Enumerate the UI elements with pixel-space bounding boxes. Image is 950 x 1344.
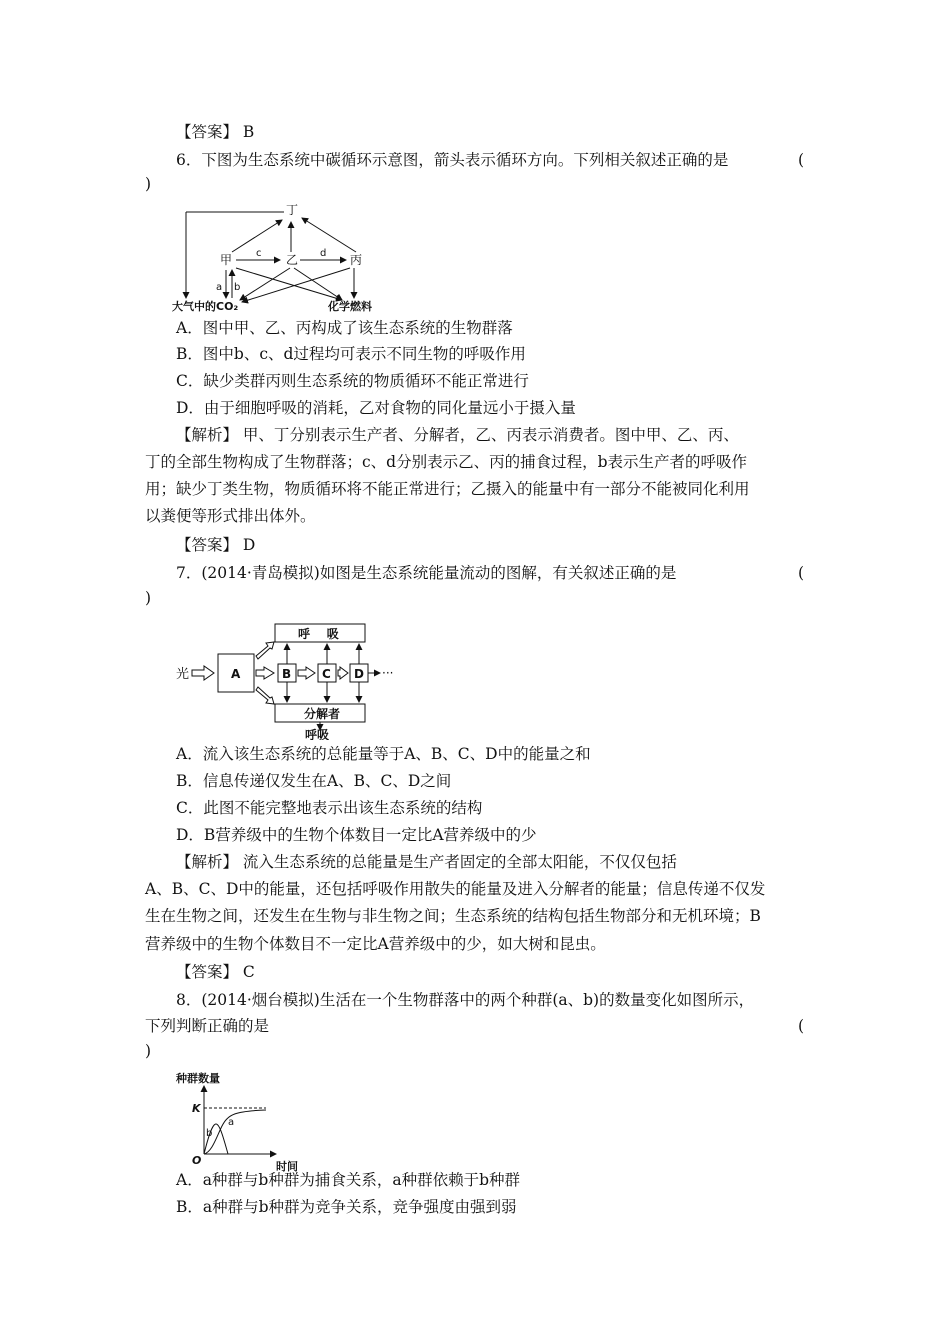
q6-option-c: C．缺少类群丙则生态系统的物质循环不能正常进行 <box>176 372 529 390</box>
q7-analysis-line-2: A、B、C、D中的能量，还包括呼吸作用散失的能量及进入分解者的能量；信息传递不仅发 <box>145 880 766 898</box>
label-a: a <box>216 282 223 293</box>
answer-paren-close-q8: ) <box>145 1042 152 1060</box>
answer-paren-open-q6: ( <box>798 151 805 169</box>
carbon-cycle-diagram <box>170 200 400 315</box>
q7-option-b: B．信息传递仅发生在A、B、C、D之间 <box>176 772 452 790</box>
q7-option-c: C．此图不能完整地表示出该生态系统的结构 <box>176 799 483 817</box>
q7-analysis-line-4: 营养级中的生物个体数目不一定比A营养级中的少，如大树和昆虫。 <box>145 935 606 953</box>
q6-option-d: D．由于细胞呼吸的消耗，乙对食物的同化量远小于摄入量 <box>176 399 576 417</box>
q8-option-a: A．a种群与b种群为捕食关系，a种群依赖于b种群 <box>176 1171 521 1189</box>
q7-option-d: D．B营养级中的生物个体数目一定比A营养级中的少 <box>176 826 537 844</box>
question-8-stem-line-2: 下列判断正确的是 <box>145 1017 270 1035</box>
q8-option-b: B．a种群与b种群为竞争关系，竞争强度由强到弱 <box>176 1198 517 1216</box>
q6-analysis-line-3: 用；缺少丁类生物，物质循环将不能正常进行；乙摄入的能量中有一部分不能被同化利用 <box>145 480 750 498</box>
y-axis-label: 种群数量 <box>176 1072 220 1085</box>
node-c: C <box>322 667 331 681</box>
box-respiration: 呼 吸 <box>298 627 339 641</box>
q6-analysis-line-1: 【解析】 甲、丁分别表示生产者、分解者，乙、丙表示消费者。图中甲、乙、丙、 <box>176 426 739 444</box>
q6-option-a: A．图中甲、乙、丙构成了该生态系统的生物群落 <box>176 319 513 337</box>
energy-flow-diagram <box>170 618 410 740</box>
k-label: K <box>192 1102 201 1115</box>
answer-paren-open-q8: ( <box>798 1017 805 1035</box>
label-b: b <box>234 282 241 293</box>
q6-analysis-line-4: 以粪便等形式排出体外。 <box>145 507 316 525</box>
label-d: d <box>320 248 327 259</box>
question-7-stem: 7．(2014·青岛模拟)如图是生态系统能量流动的图解，有关叙述正确的是 <box>176 564 677 582</box>
node-a: A <box>231 667 241 681</box>
node-yi: 乙 <box>286 253 299 267</box>
node-jia: 甲 <box>220 253 233 267</box>
node-d: D <box>354 667 364 681</box>
q7-option-a: A．流入该生态系统的总能量等于A、B、C、D中的能量之和 <box>176 745 591 763</box>
answer-q5: 【答案】 B <box>176 123 255 141</box>
question-8-stem-line-1: 8．(2014·烟台模拟)生活在一个生物群落中的两个种群(a、b)的数量变化如图所示， <box>176 991 755 1009</box>
label-dots: ··· <box>382 666 394 680</box>
node-fuel: 化学燃料 <box>328 300 372 313</box>
x-axis-label: 时间 <box>276 1160 298 1173</box>
answer-paren-close-q7: ) <box>145 589 152 607</box>
q6-analysis-line-2: 丁的全部生物构成了生物群落；c、d分别表示乙、丙的捕食过程，b表示生产者的呼吸作 <box>145 453 748 471</box>
population-chart <box>170 1068 310 1174</box>
series-b-label: b <box>206 1128 213 1139</box>
answer-q6: 【答案】 D <box>176 536 256 554</box>
node-b: B <box>282 667 292 681</box>
origin-label: O <box>192 1154 202 1167</box>
node-co2: 大气中的CO₂ <box>172 300 239 313</box>
series-a-label: a <box>228 1117 235 1128</box>
q6-option-b: B．图中b、c、d过程均可表示不同生物的呼吸作用 <box>176 345 526 363</box>
label-light: 光 <box>176 667 190 682</box>
answer-paren-close-q6: ) <box>145 175 152 193</box>
q7-analysis-line-3: 生在生物之间，还发生在生物与非生物之间；生态系统的结构包括生物部分和无机环境；B <box>145 907 761 925</box>
node-ding: 丁 <box>286 203 299 217</box>
label-c: c <box>256 248 262 259</box>
series-a-curve <box>204 1110 266 1154</box>
box-decomposer: 分解者 <box>304 707 341 721</box>
answer-paren-open-q7: ( <box>798 564 805 582</box>
question-6-stem: 6．下图为生态系统中碳循环示意图，箭头表示循环方向。下列相关叙述正确的是 <box>176 151 729 169</box>
q7-analysis-line-1: 【解析】 流入生态系统的总能量是生产者固定的全部太阳能，不仅仅包括 <box>176 853 677 871</box>
answer-q7: 【答案】 C <box>176 963 255 981</box>
label-respiration-bottom: 呼吸 <box>305 728 330 740</box>
node-bing: 丙 <box>350 253 363 267</box>
